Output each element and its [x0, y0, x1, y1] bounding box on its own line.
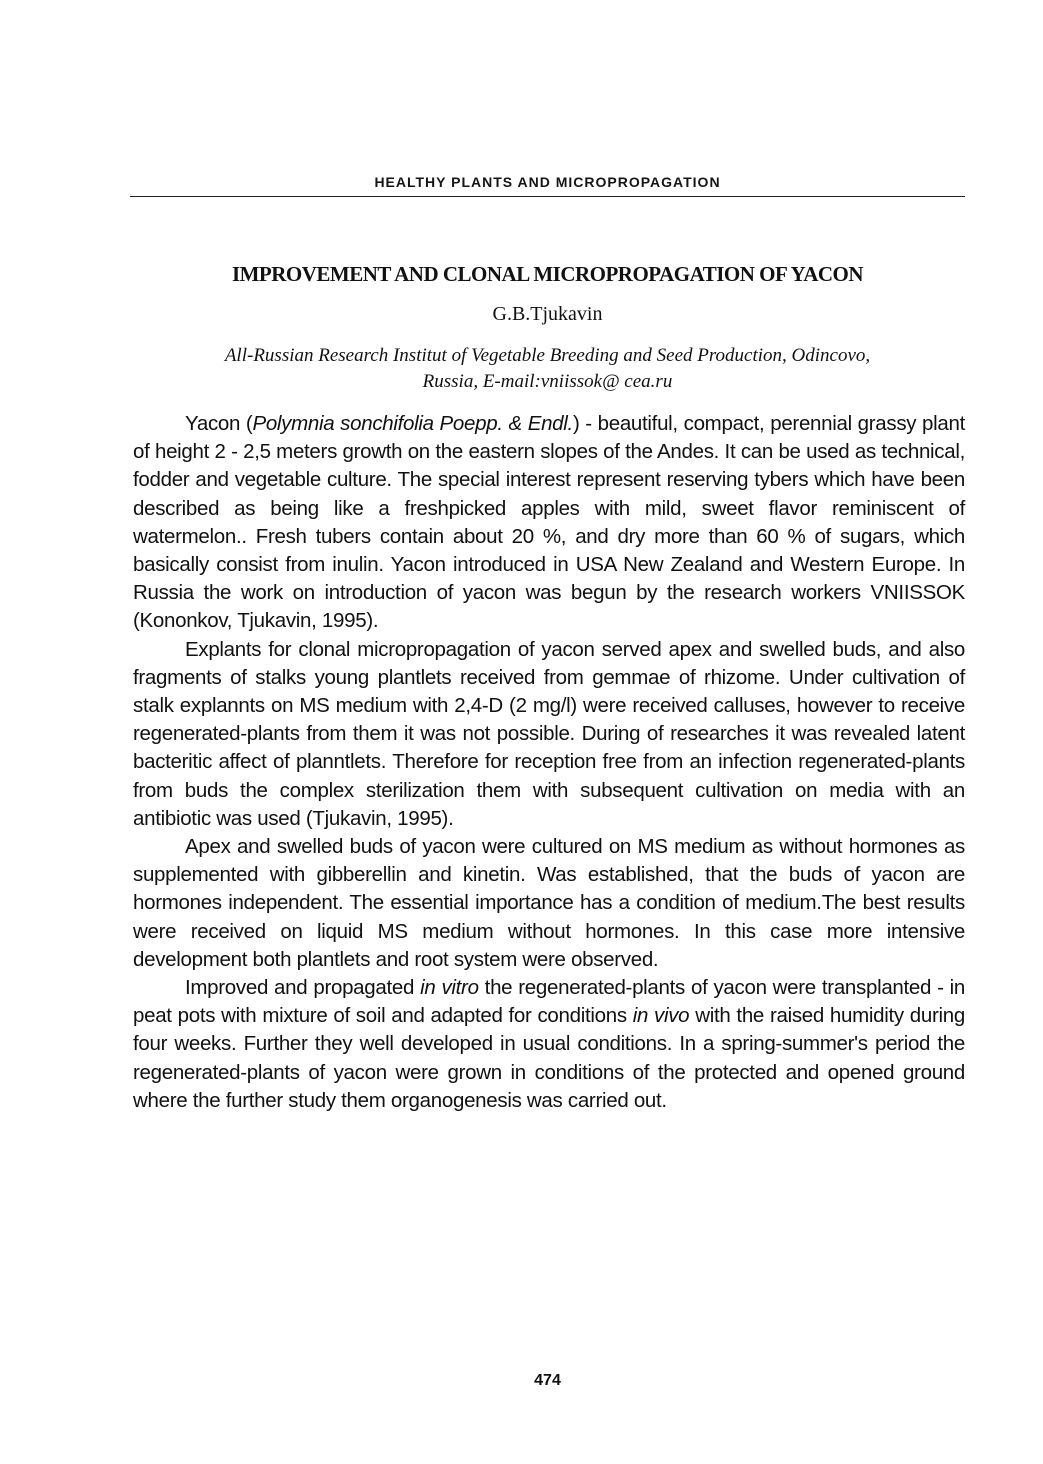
article-author: G.B.Tjukavin — [492, 303, 603, 325]
paragraph-4-part-3: with the raised humidity during four weeks. Further they well developed in usual conditions. In a spring-summer's period the regenerated-plants of yacon were grown in conditions of the protected and opened ground where the further study them organogenesis was carried out. — [133, 1004, 965, 1112]
paragraph-4-part-1: Improved and propagated — [185, 976, 421, 1000]
paragraph-3: Apex and swelled buds of yacon were cultured on MS medium as without hormones as supplemented with gibberellin and kinetin. Was established, that the buds of yacon are hormones independent. The essential importance has a condition of medium.The best results were received on liquid MS medium without hormones. In this case more intensive development both plantlets and root system were observed. — [133, 835, 965, 971]
paragraph-1-start: Yacon ( — [185, 412, 253, 435]
article-title: IMPROVEMENT AND CLONAL MICROPROPAGATION OF YACON — [231, 262, 864, 286]
page-number: 474 — [534, 1372, 561, 1389]
term-in-vitro: in vitro — [420, 976, 479, 1000]
affiliation-line-1: All-Russian Research Institut of Vegetable Breeding and Seed Production, Odincovo, — [224, 345, 871, 366]
paragraph-2: Explants for clonal micropropagation of yacon served apex and swelled buds, and also fragments of stalks young plantlets received from gemmae of rhizome. Under cultivation of stalk explannts on MS medium with 2,4-D (2 mg/l) were received calluses, however to receive regenerated-plants from them it was not possible. During of researches it was revealed latent bacteritic affect of planntlets. Therefore for reception free from an infection regenerated-plants from buds the complex sterilization them with subsequent cultivation on media with an antibiotic was used (Tjukavin, 1995). — [133, 637, 965, 830]
species-name: Polymnia sonchifolia Poepp. & Endl. — [252, 412, 573, 435]
header-divider — [130, 196, 965, 197]
paragraph-1 — [133, 410, 965, 636]
paragraph-4-part-2: the regenerated-plants of yacon were transplanted - in peat pots with mixture of soil and adapted for conditions — [133, 976, 966, 1028]
running-header: HEALTHY PLANTS AND MICROPROPAGATION — [374, 174, 721, 190]
paragraph-1-rest: ) - beautiful, compact, perennial grassy plant of height 2 - 2,5 meters growth on the eastern slopes of the Andes. It can be used as technical, fodder and vegetable culture. The special interest represent reserving tybers which have been described as being like a freshpicked apples with mild, sweet flavor reminiscent of watermelon.. Fresh tubers contain about 20 %, and dry more than 60 % of sugars, which basically consist from inulin. Yacon introduced in USA New Zealand and Western Europe. In Russia the work on introduction of yacon was begun by the research workers VNIISSOK (Kononkov, Tjukavin, 1995). — [133, 412, 966, 633]
paragraph-4 — [133, 974, 965, 1115]
author-affiliation — [130, 343, 965, 395]
term-in-vivo: in vivo — [632, 1004, 690, 1028]
affiliation-line-2: Russia, E-mail:vniissok@ cea.ru — [422, 371, 673, 392]
article-body — [133, 410, 965, 1115]
